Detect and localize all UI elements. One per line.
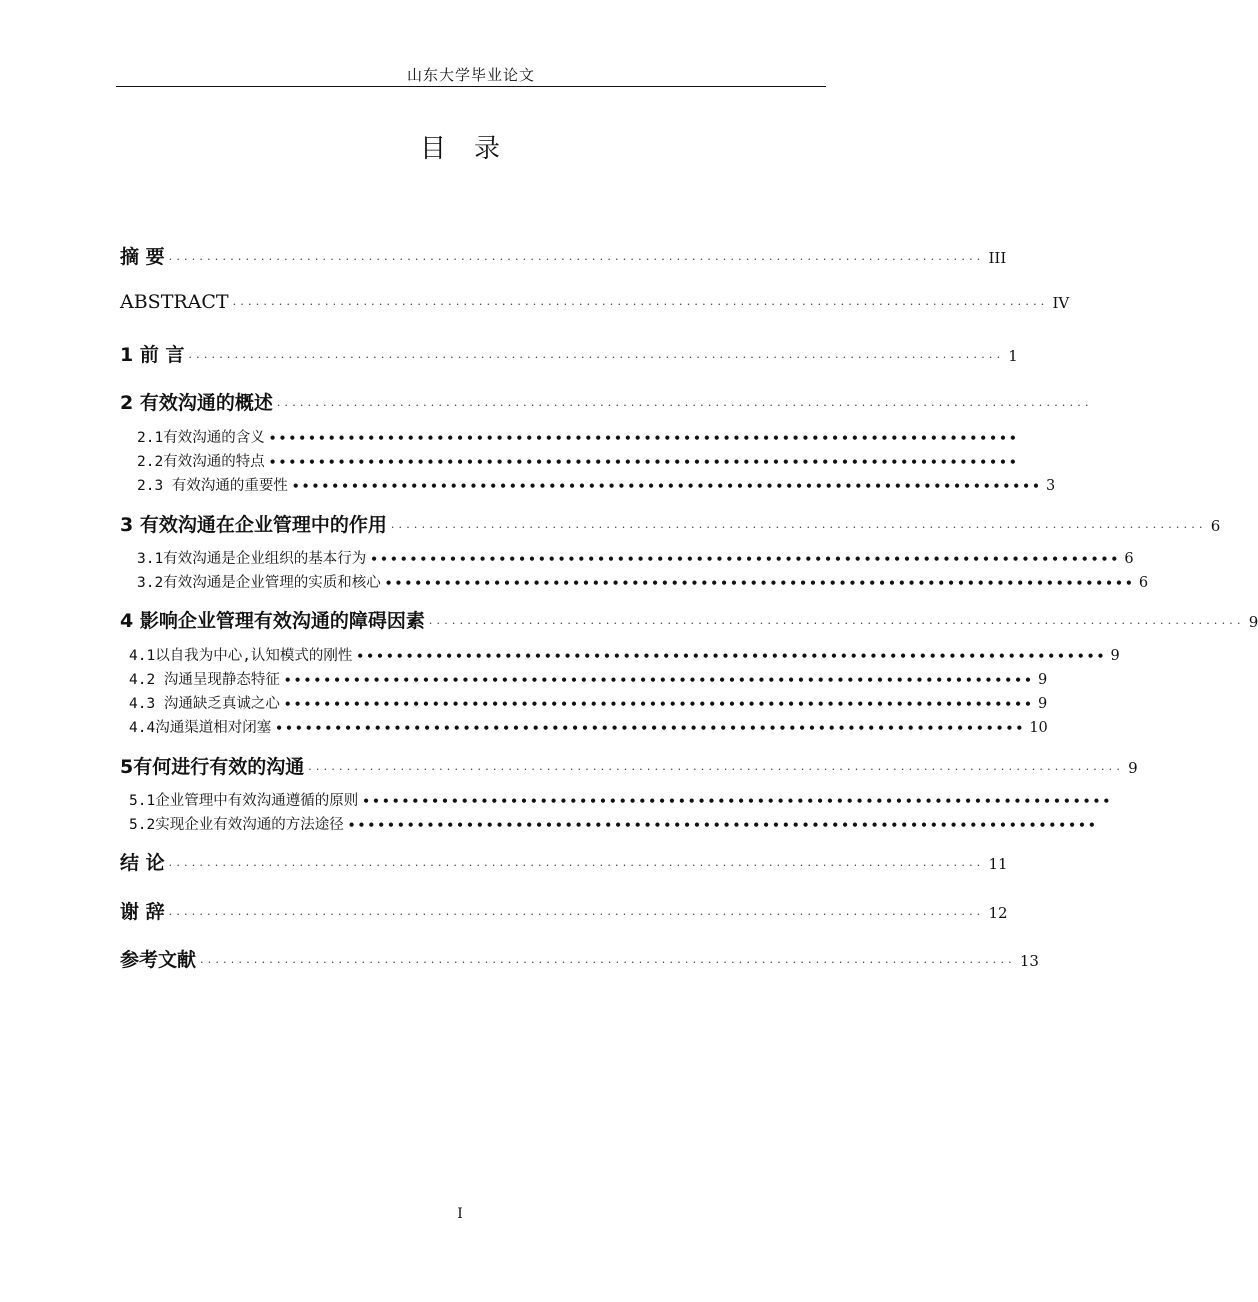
dot-leader: ••••••••••••••••••••••••••••••••••••••••••••••••••••••••••••••••••••••••••••: [347, 818, 1098, 832]
toc-entry-page: 1: [1008, 347, 1018, 365]
toc-entry-label: 3.2有效沟通是企业管理的实质和核心: [137, 575, 381, 591]
toc-entry-chapter-3[interactable]: [120, 510, 1221, 537]
toc-entry-section-2-1[interactable]: [137, 426, 1019, 447]
toc-entry-page: IV: [1052, 294, 1070, 312]
dot-leader: ··········································································································: [168, 859, 985, 872]
toc-entry-page: 12: [988, 904, 1008, 922]
toc-entry-label: 摘 要: [120, 246, 165, 268]
toc-entry-label: 4.1以自我为中心,认知模式的刚性: [129, 648, 353, 664]
dot-leader: ••••••••••••••••••••••••••••••••••••••••••••••••••••••••••••••••••••••••••••: [356, 649, 1107, 663]
dot-leader: ••••••••••••••••••••••••••••••••••••••••••••••••••••••••••••••••••••••••••••: [283, 697, 1035, 711]
toc-entry-references[interactable]: [120, 945, 1039, 972]
toc-entry-section-2-2[interactable]: [137, 450, 1019, 471]
page-number: I: [457, 1206, 463, 1222]
toc-entry-label: 4.2 沟通呈现静态特征: [129, 672, 280, 688]
toc-entry-label: 2.1有效沟通的含义: [137, 430, 265, 446]
toc-entry-label: 5.1企业管理中有效沟通遵循的原则: [129, 793, 359, 809]
toc-entry-section-5-2[interactable]: [129, 813, 1098, 834]
toc-entry-page: 6: [1210, 517, 1221, 535]
toc-entry-page: 9: [1248, 613, 1258, 631]
toc-entry-section-3-2[interactable]: [137, 571, 1149, 592]
toc-entry-label: ABSTRACT: [120, 291, 229, 313]
dot-leader: ··········································································································: [232, 298, 1049, 311]
toc-entry-chapter-5[interactable]: [120, 752, 1138, 779]
dot-leader: ••••••••••••••••••••••••••••••••••••••••••••••••••••••••••••••••••••••••••••: [362, 794, 1113, 808]
toc-entry-label: 谢 辞: [120, 901, 165, 923]
toc-entry-label: 5有何进行有效的沟通: [120, 756, 305, 778]
toc-entry-page: 13: [1019, 952, 1039, 970]
toc-entry-label: 4.3 沟通缺乏真诚之心: [129, 696, 280, 712]
dot-leader: ••••••••••••••••••••••••••••••••••••••••••••••••••••••••••••••••••••••••••••: [384, 576, 1135, 590]
toc-entry-page: 9: [1128, 759, 1138, 777]
toc-title: 目录: [419, 134, 528, 164]
dot-leader: ··········································································································: [188, 351, 1005, 364]
toc-entry-label: 4.4沟通渠道相对闭塞: [129, 720, 272, 736]
dot-leader: ··········································································································: [200, 956, 1016, 969]
toc-entry-section-4-3[interactable]: [129, 692, 1048, 713]
toc-entry-abstract-cn[interactable]: [120, 242, 1007, 269]
toc-entry-section-4-2[interactable]: [129, 668, 1048, 689]
dot-leader: ••••••••••••••••••••••••••••••••••••••••••••••••••••••••••••••••••••••••••••: [268, 431, 1019, 445]
dot-leader: ··········································································································: [168, 253, 985, 266]
toc-entry-label: 2.3 有效沟通的重要性: [137, 478, 288, 494]
dot-leader: ••••••••••••••••••••••••••••••••••••••••••••••••••••••••••••••••••••••••••••: [283, 673, 1035, 687]
toc-entry-section-4-1[interactable]: [129, 644, 1120, 665]
dot-leader: ••••••••••••••••••••••••••••••••••••••••••••••••••••••••••••••••••••••••••••: [268, 455, 1019, 469]
dot-leader: ··········································································································: [168, 908, 985, 921]
toc-entry-label: 2.2有效沟通的特点: [137, 454, 265, 470]
toc-entry-chapter-1[interactable]: [120, 340, 1018, 367]
toc-entry-label: 2 有效沟通的概述: [120, 392, 273, 414]
toc-entry-chapter-4[interactable]: [120, 606, 1258, 633]
dot-leader: ••••••••••••••••••••••••••••••••••••••••••••••••••••••••••••••••••••••••••••: [291, 479, 1043, 493]
toc-entry-conclusion[interactable]: [120, 848, 1008, 875]
dot-leader: ··········································································································: [428, 617, 1245, 630]
page-header: 山东大学毕业论文: [406, 66, 535, 84]
dot-leader: ••••••••••••••••••••••••••••••••••••••••••••••••••••••••••••••••••••••••••••: [275, 721, 1026, 735]
dot-leader: ··········································································································: [276, 399, 1093, 412]
toc-entry-page: 9: [1110, 648, 1120, 664]
toc-entry-label: 3 有效沟通在企业管理中的作用: [120, 514, 387, 536]
toc-entry-label: 3.1有效沟通是企业组织的基本行为: [137, 551, 367, 567]
toc-entry-page: 9: [1038, 672, 1048, 688]
header-rule: [116, 86, 826, 87]
toc-entry-page: 3: [1046, 478, 1056, 494]
dot-leader: ··········································································································: [390, 521, 1207, 534]
toc-entry-section-5-1[interactable]: [129, 789, 1113, 810]
toc-entry-page: III: [988, 249, 1007, 267]
toc-entry-section-3-1[interactable]: [137, 547, 1134, 568]
dot-leader: ··········································································································: [308, 763, 1125, 776]
toc-entry-label: 结 论: [120, 852, 165, 874]
toc-entry-page: 6: [1138, 575, 1149, 591]
toc-entry-page: 10: [1029, 720, 1048, 736]
toc-entry-acknowledgements[interactable]: [120, 897, 1008, 924]
toc-entry-label: 1 前 言: [120, 344, 185, 366]
toc-entry-page: 9: [1038, 696, 1048, 712]
toc-entry-page: 11: [988, 855, 1008, 873]
toc-entry-section-2-3[interactable]: [137, 474, 1056, 495]
toc-entry-section-4-4[interactable]: [129, 716, 1048, 737]
toc-entry-label: 参考文献: [120, 949, 197, 971]
toc-entry-chapter-2[interactable]: [120, 388, 1093, 415]
dot-leader: ••••••••••••••••••••••••••••••••••••••••••••••••••••••••••••••••••••••••••••: [370, 552, 1121, 566]
toc-entry-abstract-en[interactable]: [120, 291, 1070, 313]
toc-entry-label: 5.2实现企业有效沟通的方法途径: [129, 817, 344, 833]
toc-entry-page: 6: [1124, 551, 1134, 567]
toc-entry-label: 4 影响企业管理有效沟通的障碍因素: [120, 610, 425, 632]
